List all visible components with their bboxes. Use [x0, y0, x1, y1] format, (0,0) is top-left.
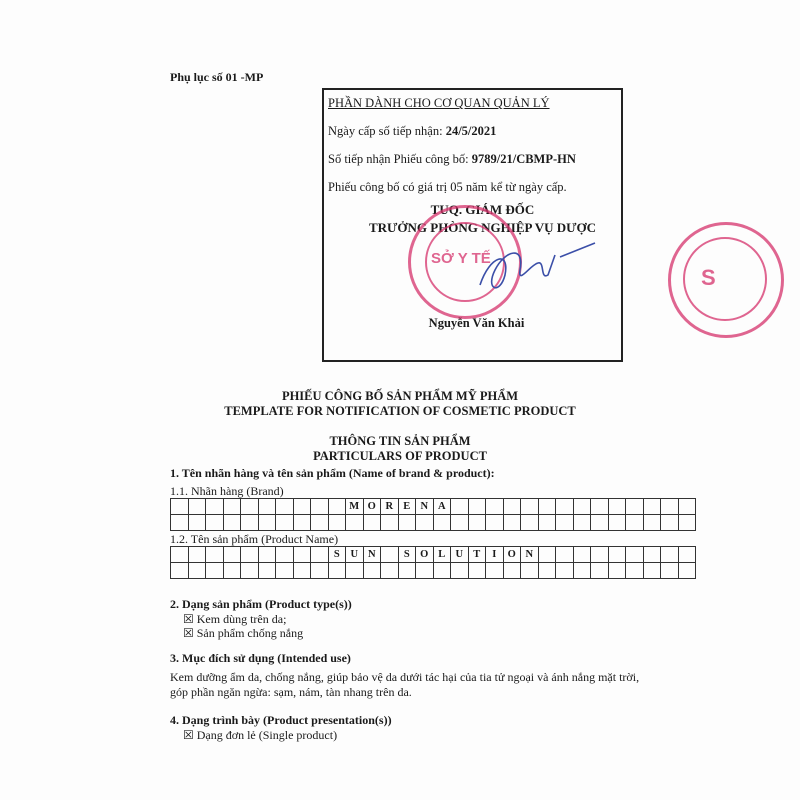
- grid-cell: [311, 547, 329, 563]
- grid-cell: [241, 547, 259, 563]
- grid-cell: [451, 499, 469, 515]
- grid-cell: [661, 563, 679, 579]
- official-stamp: SỞ Y TẾ: [408, 205, 522, 319]
- grid-cell: [311, 499, 329, 515]
- grid-cell: [626, 563, 644, 579]
- section-1-heading: 1. Tên nhãn hàng và tên sản phẩm (Name of brand & product):: [170, 466, 495, 480]
- section-3-heading: 3. Mục đích sử dụng (Intended use): [170, 651, 351, 665]
- grid-cell: [241, 515, 259, 531]
- grid-cell: [573, 499, 591, 515]
- grid-cell: [678, 563, 696, 579]
- grid-cell: N: [363, 547, 381, 563]
- grid-cell: [661, 515, 679, 531]
- grid-cell: [293, 515, 311, 531]
- grid-cell: [188, 499, 206, 515]
- receipt-number-line: Số tiếp nhận Phiếu công bố: 9789/21/CBMP-HN: [328, 152, 576, 166]
- grid-cell: [643, 547, 661, 563]
- official-stamp-partial: S: [668, 222, 784, 338]
- grid-cell: [451, 563, 469, 579]
- grid-cell: [188, 563, 206, 579]
- issue-date: 24/5/2021: [445, 124, 497, 138]
- grid-cell: [678, 547, 696, 563]
- grid-cell: S: [398, 547, 416, 563]
- grid-cell: [293, 547, 311, 563]
- grid-cell: [223, 515, 241, 531]
- grid-cell: [591, 515, 609, 531]
- grid-cell: [538, 547, 556, 563]
- brand-label: 1.1. Nhãn hàng (Brand): [170, 484, 284, 498]
- grid-cell: E: [398, 499, 416, 515]
- grid-cell: [346, 563, 364, 579]
- grid-cell: [678, 499, 696, 515]
- grid-cell: [188, 515, 206, 531]
- grid-cell: [591, 499, 609, 515]
- grid-cell: U: [451, 547, 469, 563]
- grid-cell: [223, 547, 241, 563]
- section-4-heading: 4. Dạng trình bày (Product presentation(s)): [170, 713, 392, 727]
- grid-cell: M: [346, 499, 364, 515]
- grid-cell: [626, 499, 644, 515]
- grid-cell: [311, 563, 329, 579]
- grid-cell: [591, 563, 609, 579]
- grid-cell: I: [486, 547, 504, 563]
- grid-cell: [171, 563, 189, 579]
- grid-cell: [241, 563, 259, 579]
- grid-cell: [258, 499, 276, 515]
- product-type-item: ☒ Sản phẩm chống nắng: [183, 626, 304, 640]
- grid-cell: [346, 515, 364, 531]
- grid-cell: [538, 499, 556, 515]
- grid-cell: [521, 499, 539, 515]
- grid-cell: [398, 515, 416, 531]
- grid-cell: [503, 515, 521, 531]
- issue-date-line: Ngày cấp số tiếp nhận: 24/5/2021: [328, 124, 497, 138]
- grid-cell: [433, 515, 451, 531]
- intended-use-line-1: Kem dưỡng ẩm da, chống nắng, giúp bảo vệ da dưới tác hại của tia tử ngoại và ánh nắng mặt trời,: [170, 670, 640, 684]
- grid-cell: [521, 515, 539, 531]
- title-en: TEMPLATE FOR NOTIFICATION OF COSMETIC PRODUCT: [224, 404, 576, 418]
- grid-cell: [608, 547, 626, 563]
- presentation-item: ☒ Dạng đơn lẻ (Single product): [183, 728, 338, 742]
- grid-cell: [171, 547, 189, 563]
- grid-cell: [398, 563, 416, 579]
- grid-cell: [538, 515, 556, 531]
- grid-cell: [416, 515, 434, 531]
- subtitle-vn: THÔNG TIN SẢN PHẨM: [329, 434, 471, 448]
- grid-cell: [328, 515, 346, 531]
- intended-use-line-2: góp phần ngăn ngừa: sạm, nám, tàn nhang trên da.: [170, 685, 412, 699]
- grid-cell: [591, 547, 609, 563]
- subtitle-en: PARTICULARS OF PRODUCT: [313, 449, 487, 463]
- title-vn: PHIẾU CÔNG BỐ SẢN PHẨM MỸ PHẨM: [281, 389, 519, 403]
- grid-cell: [538, 563, 556, 579]
- grid-cell: [608, 563, 626, 579]
- grid-cell: [626, 515, 644, 531]
- grid-cell: [608, 515, 626, 531]
- grid-cell: [381, 515, 399, 531]
- grid-cell: [451, 515, 469, 531]
- grid-cell: U: [346, 547, 364, 563]
- grid-cell: [276, 515, 294, 531]
- grid-cell: [223, 499, 241, 515]
- grid-cell: [206, 515, 224, 531]
- grid-cell: [643, 563, 661, 579]
- grid-cell: [486, 563, 504, 579]
- grid-cell: [328, 499, 346, 515]
- grid-cell: [608, 499, 626, 515]
- grid-cell: [171, 499, 189, 515]
- grid-cell: O: [416, 547, 434, 563]
- product-name-label: 1.2. Tên sản phẩm (Product Name): [170, 532, 339, 546]
- grid-cell: [626, 547, 644, 563]
- grid-cell: [503, 563, 521, 579]
- grid-cell: [503, 499, 521, 515]
- grid-cell: [661, 499, 679, 515]
- grid-cell: [486, 499, 504, 515]
- grid-cell: [678, 515, 696, 531]
- grid-cell: O: [503, 547, 521, 563]
- grid-cell: [433, 563, 451, 579]
- grid-cell: [573, 563, 591, 579]
- grid-cell: O: [363, 499, 381, 515]
- grid-cell: [293, 563, 311, 579]
- grid-cell: [486, 515, 504, 531]
- grid-cell: [188, 547, 206, 563]
- signer-title-1: TUQ. GIÁM ĐỐC: [430, 202, 535, 217]
- grid-cell: [363, 563, 381, 579]
- grid-cell: L: [433, 547, 451, 563]
- grid-cell: [276, 563, 294, 579]
- grid-cell: A: [433, 499, 451, 515]
- signer-title-2: TRƯỞNG PHÒNG NGHIỆP VỤ DƯỢC: [368, 220, 597, 235]
- handwritten-signature: [470, 235, 600, 305]
- grid-cell: N: [416, 499, 434, 515]
- grid-cell: [468, 563, 486, 579]
- grid-cell: [468, 515, 486, 531]
- grid-cell: T: [468, 547, 486, 563]
- signer-name: Nguyễn Văn Khải: [428, 316, 525, 330]
- grid-cell: [258, 547, 276, 563]
- grid-cell: [241, 499, 259, 515]
- grid-cell: [276, 547, 294, 563]
- grid-cell: [258, 515, 276, 531]
- grid-cell: [206, 499, 224, 515]
- grid-cell: [258, 563, 276, 579]
- grid-cell: [363, 515, 381, 531]
- receipt-number: 9789/21/CBMP-HN: [471, 152, 576, 166]
- grid-cell: R: [381, 499, 399, 515]
- grid-cell: [381, 563, 399, 579]
- grid-cell: [276, 499, 294, 515]
- grid-cell: N: [521, 547, 539, 563]
- grid-cell: [416, 563, 434, 579]
- grid-cell: [293, 499, 311, 515]
- grid-cell: [311, 515, 329, 531]
- grid-cell: [206, 563, 224, 579]
- product-name-grid: [170, 546, 696, 579]
- section-2-heading: 2. Dạng sản phẩm (Product type(s)): [170, 597, 352, 611]
- grid-cell: [643, 499, 661, 515]
- grid-cell: [468, 499, 486, 515]
- grid-cell: [573, 547, 591, 563]
- product-type-item: ☒ Kem dùng trên da;: [183, 612, 287, 626]
- grid-cell: [643, 515, 661, 531]
- grid-cell: [661, 547, 679, 563]
- grid-cell: S: [328, 547, 346, 563]
- grid-cell: [223, 563, 241, 579]
- grid-cell: [556, 515, 574, 531]
- grid-cell: [171, 515, 189, 531]
- grid-cell: [556, 547, 574, 563]
- grid-cell: [206, 547, 224, 563]
- management-heading: PHẦN DÀNH CHO CƠ QUAN QUẢN LÝ: [328, 96, 550, 110]
- grid-cell: [556, 499, 574, 515]
- brand-grid: [170, 498, 696, 531]
- grid-cell: [381, 547, 399, 563]
- grid-cell: [556, 563, 574, 579]
- validity-line: Phiếu công bố có giá trị 05 năm kể từ ngày cấp.: [328, 180, 567, 194]
- grid-cell: [573, 515, 591, 531]
- appendix-label: Phụ lục số 01 -MP: [170, 70, 264, 84]
- grid-cell: [521, 563, 539, 579]
- grid-cell: [328, 563, 346, 579]
